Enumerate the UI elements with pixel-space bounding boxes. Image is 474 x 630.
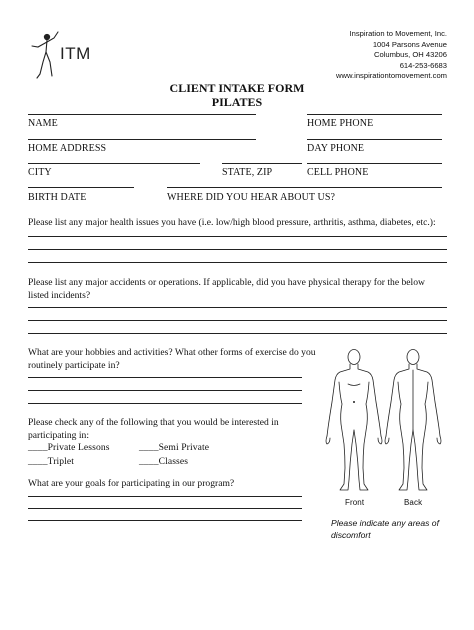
where-heard-label: WHERE DID YOU HEAR ABOUT US? [167,192,336,203]
birth-date-field[interactable] [28,187,134,188]
front-figure [326,350,382,491]
form-title: CLIENT INTAKE FORM [169,81,305,95]
home-address-label: HOME ADDRESS [28,143,107,154]
body-chart[interactable] [318,344,446,496]
company-phone: 614-253-6683 [399,60,447,70]
option-classes[interactable]: ____Classes [139,456,189,467]
logo-text: ITM [60,44,91,63]
hobbies-answer-line[interactable] [28,390,302,391]
goals-question: What are your goals for participating in our program? [28,478,235,489]
company-name: Inspiration to Movement, Inc. [349,29,447,38]
birth-date-label: BIRTH DATE [28,192,87,203]
name-label: NAME [28,118,58,129]
day-phone-label: DAY PHONE [307,143,365,154]
goals-answer-line[interactable] [28,520,302,521]
city-field[interactable] [28,163,200,164]
hobbies-question: What are your hobbies and activities? What other forms of exercise do you routinely participate in? [28,347,316,371]
goals-answer-line[interactable] [28,508,302,509]
back-label: Back [404,498,423,507]
cell-phone-field[interactable] [307,163,442,164]
hobbies-answer-line[interactable] [28,377,302,378]
company-website: www.inspirationtomovement.com [336,71,447,80]
health-answer-line[interactable] [28,249,447,250]
health-answer-line[interactable] [28,236,447,237]
home-address-field[interactable] [28,139,256,140]
goals-answer-line[interactable] [28,496,302,497]
accidents-answer-line[interactable] [28,307,447,308]
home-phone-label: HOME PHONE [307,118,374,129]
interest-question: Please check any of the following that you would be interested in participating in: [28,417,279,441]
where-heard-field[interactable] [167,187,442,188]
accidents-answer-line[interactable] [28,320,447,321]
front-label: Front [345,498,365,507]
option-private-lessons[interactable]: ____Private Lessons [28,442,110,453]
company-city: Columbus, OH 43206 [373,50,447,59]
form-subtitle: PILATES [211,95,263,109]
name-field[interactable] [28,114,256,115]
hobbies-answer-line[interactable] [28,403,302,404]
state-zip-field[interactable] [222,163,302,164]
option-triplet[interactable]: ____Triplet [28,456,75,467]
company-logo [28,30,91,82]
option-semi-private[interactable]: ____Semi Private [139,442,210,453]
dancer-logo-icon [28,30,60,82]
city-label: CITY [28,167,52,178]
body-chart-caption: Please indicate any areas of discomfort [331,518,439,540]
accidents-question: Please list any major accidents or operations. If applicable, did you have physical therapy for the below listed incidents? [28,277,425,301]
accidents-answer-line[interactable] [28,333,447,334]
human-body-front-back-icon [318,344,446,496]
company-street: 1004 Parsons Avenue [372,39,447,49]
state-zip-label: STATE, ZIP [222,167,273,178]
health-question: Please list any major health issues you have (i.e. low/high blood pressure, arthritis, asthma, diabetes, etc.): [28,217,436,228]
company-address [336,29,447,82]
back-figure [385,350,441,491]
health-answer-line[interactable] [28,262,447,263]
home-phone-field[interactable] [307,114,442,115]
day-phone-field[interactable] [307,139,442,140]
cell-phone-label: CELL PHONE [307,167,369,178]
